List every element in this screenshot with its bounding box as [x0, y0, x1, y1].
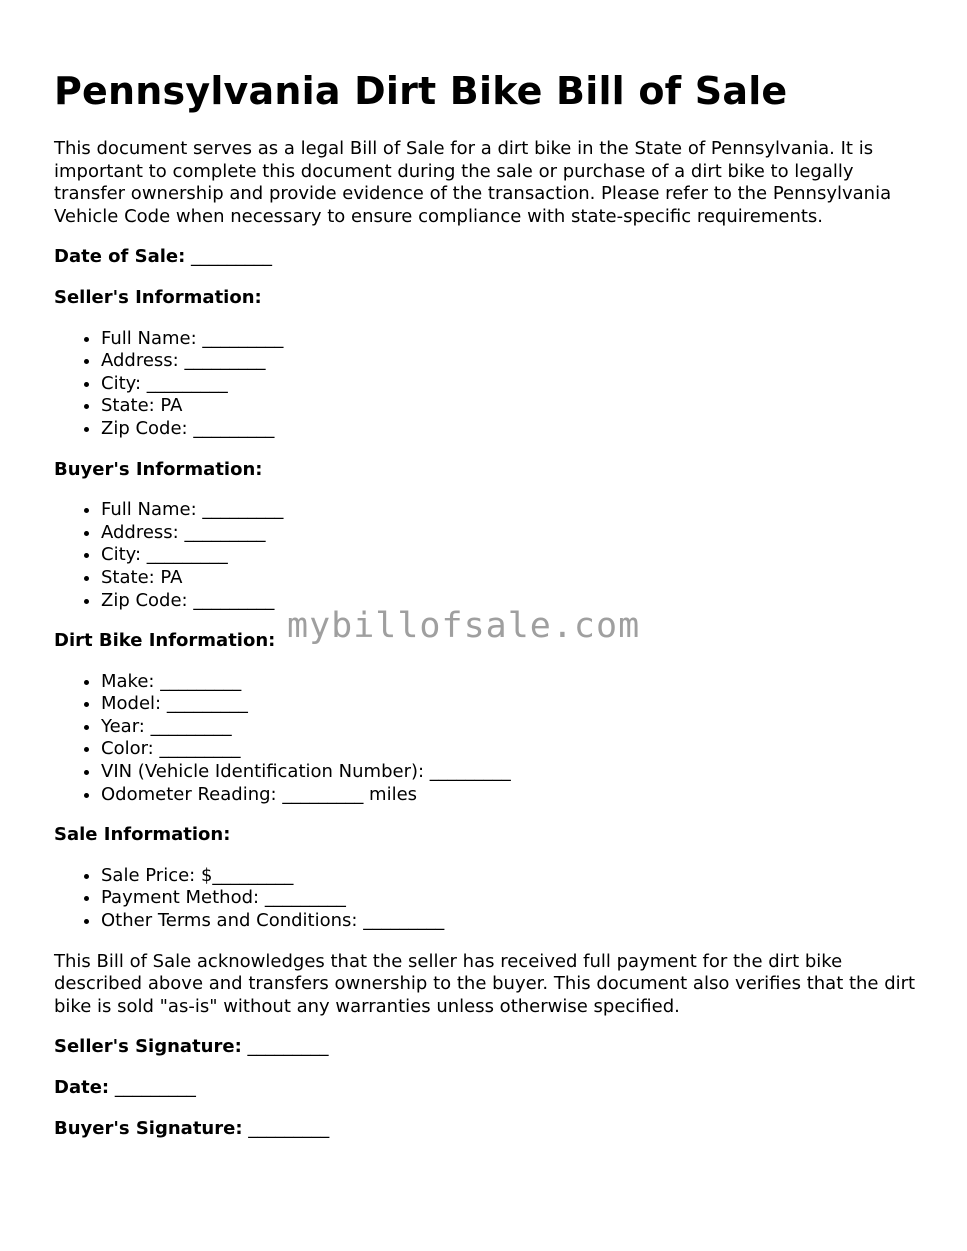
- date-of-sale-blank: _________: [185, 246, 273, 268]
- other-terms: • Other Terms and Conditions: _________: [101, 910, 922, 933]
- seller-zip: • Zip Code: _________: [101, 418, 922, 441]
- buyer-signature-label: Buyer's Signature:: [54, 1117, 243, 1139]
- closing-paragraph: This Bill of Sale acknowledges that the seller has received full payment for the dirt bike described above and transfers ownership to the buyer. This document also verifies that the dirt bike is sold "as-is" without any warranties unless otherwise specified.: [54, 950, 916, 1017]
- signature-date-field: [54, 1077, 922, 1100]
- document-page: [54, 66, 922, 1158]
- buyer-signature-blank: _________: [242, 1117, 330, 1139]
- seller-heading: Seller's Information:: [54, 286, 262, 308]
- signature-date-blank: _________: [109, 1077, 196, 1098]
- bike-heading: Dirt Bike Information:: [54, 630, 276, 652]
- buyer-address: • Address: _________: [101, 522, 922, 545]
- sale-heading: Sale Information:: [54, 824, 231, 846]
- watermark-text: mybillofsale.com: [287, 606, 641, 646]
- bike-odometer: • Odometer Reading: _________ miles: [101, 784, 922, 807]
- bike-model: • Model: _________: [101, 693, 922, 716]
- page-title: Pennsylvania Dirt Bike Bill of Sale: [54, 69, 788, 113]
- date-of-sale-label: Date of Sale:: [54, 246, 186, 268]
- payment-method: • Payment Method: _________: [101, 887, 922, 910]
- seller-info-list: [54, 328, 922, 441]
- seller-signature-field: [54, 1036, 922, 1059]
- buyer-zip: • Zip Code: _________: [101, 590, 922, 613]
- bike-color: • Color: _________: [101, 738, 922, 761]
- sale-price: • Sale Price: $_________: [101, 865, 922, 888]
- seller-signature-label: Seller's Signature:: [54, 1036, 242, 1058]
- buyer-full-name: • Full Name: _________: [101, 499, 922, 522]
- buyer-state: • State: PA: [101, 567, 922, 590]
- seller-address: • Address: _________: [101, 350, 922, 373]
- seller-signature-blank: _________: [241, 1036, 329, 1058]
- bike-make: • Make: _________: [101, 671, 922, 694]
- bike-info-list: [54, 671, 922, 807]
- buyer-signature-field: [54, 1118, 922, 1141]
- bike-vin: • VIN (Vehicle Identification Number): _________: [101, 761, 922, 784]
- signature-date-label: Date:: [54, 1077, 110, 1098]
- seller-state: • State: PA: [101, 395, 922, 418]
- seller-city: • City: _________: [101, 373, 922, 396]
- seller-full-name: • Full Name: _________: [101, 328, 922, 351]
- date-of-sale-field: [54, 246, 922, 269]
- buyer-heading: Buyer's Information:: [54, 458, 263, 480]
- buyer-info-list: [54, 499, 922, 612]
- buyer-city: • City: _________: [101, 544, 922, 567]
- bike-year: • Year: _________: [101, 716, 922, 739]
- sale-info-list: [54, 865, 922, 933]
- intro-paragraph: This document serves as a legal Bill of Sale for a dirt bike in the State of Pennsylvania. It is important to complete this document during the sale or purchase of a dirt bike to legally transfer ownership and provide evidence of the transaction. Please refer to the Pennsylvania Vehicle Code when necessary to ensure compliance with state-specific requirements.: [54, 138, 892, 227]
